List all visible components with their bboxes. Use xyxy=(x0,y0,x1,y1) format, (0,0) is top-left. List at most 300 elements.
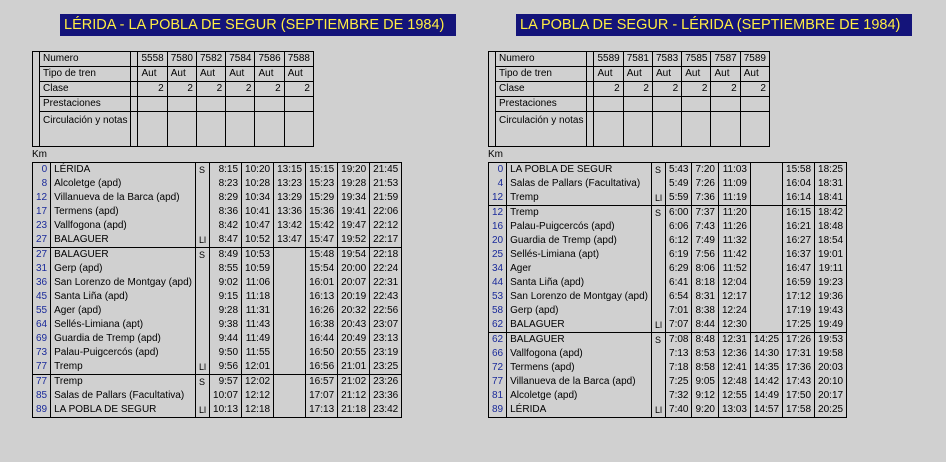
departure-time: 16:14 xyxy=(783,191,815,206)
departure-time: 13:42 xyxy=(274,219,306,233)
departure-time: 9:12 xyxy=(692,389,718,403)
departure-time: 17:19 xyxy=(783,304,815,318)
departure-time: 17:25 xyxy=(783,318,815,333)
tipo-label: Tipo de tren xyxy=(40,67,131,82)
departure-time: 21:53 xyxy=(370,177,402,191)
departure-time: 8:15 xyxy=(210,163,242,178)
station-name: Vallfogona (apd) xyxy=(51,219,196,233)
departure-time: 15:47 xyxy=(306,233,338,248)
train-class: 2 xyxy=(652,82,681,97)
arrival-departure-flag: Ll xyxy=(196,233,210,248)
departure-time xyxy=(750,248,782,262)
departure-time xyxy=(274,360,306,375)
departure-time: 12:24 xyxy=(718,304,750,318)
train-type: Aut xyxy=(740,67,769,82)
train-type: Aut xyxy=(711,67,740,82)
departure-time: 9:57 xyxy=(210,375,242,390)
departure-time xyxy=(750,276,782,290)
departure-time: 7:25 xyxy=(666,375,692,389)
km-value: 27 xyxy=(33,233,51,248)
departure-time: 16:15 xyxy=(783,206,815,221)
departure-time: 8:42 xyxy=(210,219,242,233)
train-class: 2 xyxy=(284,82,313,97)
departure-time: 20:32 xyxy=(338,304,370,318)
station-name: BALAGUER xyxy=(507,318,652,333)
table-row xyxy=(33,233,402,248)
departure-time: 19:41 xyxy=(338,205,370,219)
departure-time: 8:44 xyxy=(692,318,718,333)
station-name: Palau-Puigcercós (apd) xyxy=(507,220,652,234)
departure-time: 11:26 xyxy=(718,220,750,234)
departure-time: 18:41 xyxy=(815,191,847,206)
departure-time xyxy=(274,375,306,390)
station-name: BALAGUER xyxy=(507,333,652,348)
departure-time: 12:36 xyxy=(718,347,750,361)
train-header-table xyxy=(488,51,770,147)
station-name: Vallfogona (apd) xyxy=(507,347,652,361)
departure-time: 19:47 xyxy=(338,219,370,233)
station-name: Termens (apd) xyxy=(51,205,196,219)
table-row xyxy=(489,276,847,290)
departure-time: 14:25 xyxy=(750,333,782,348)
station-name: BALAGUER xyxy=(51,233,196,248)
departure-time xyxy=(750,262,782,276)
departure-time: 11:18 xyxy=(242,290,274,304)
departure-time: 9:20 xyxy=(692,403,718,418)
arrival-departure-flag: S xyxy=(652,163,666,178)
departure-time: 13:23 xyxy=(274,177,306,191)
departure-time: 21:18 xyxy=(338,403,370,418)
departure-time: 8:48 xyxy=(692,333,718,348)
arrival-departure-flag xyxy=(196,318,210,332)
departure-time xyxy=(274,318,306,332)
train-class: 2 xyxy=(682,82,711,97)
departure-time: 21:45 xyxy=(370,163,402,178)
departure-time: 12:04 xyxy=(718,276,750,290)
table-row xyxy=(33,375,402,390)
train-class: 2 xyxy=(740,82,769,97)
departure-time: 16:56 xyxy=(306,360,338,375)
departure-time: 8:49 xyxy=(210,248,242,263)
numero-label: Numero xyxy=(496,52,587,67)
km-value: 77 xyxy=(33,360,51,375)
train-class: 2 xyxy=(196,82,225,97)
table-row xyxy=(489,333,847,348)
table-row xyxy=(489,347,847,361)
station-name: Salas de Pallars (Facultativa) xyxy=(51,389,196,403)
departure-time: 22:31 xyxy=(370,276,402,290)
departure-time: 17:31 xyxy=(783,347,815,361)
km-value: 55 xyxy=(33,304,51,318)
departure-time: 19:54 xyxy=(338,248,370,263)
station-name: Gerp (apd) xyxy=(507,304,652,318)
departure-time: 10:53 xyxy=(242,248,274,263)
km-value: 17 xyxy=(33,205,51,219)
departure-time: 22:12 xyxy=(370,219,402,233)
train-type: Aut xyxy=(284,67,313,82)
departure-time xyxy=(750,318,782,333)
km-value: 62 xyxy=(489,333,507,348)
arrival-departure-flag xyxy=(196,346,210,360)
departure-time: 23:26 xyxy=(370,375,402,390)
departure-time: 6:54 xyxy=(666,290,692,304)
departure-time: 11:52 xyxy=(718,262,750,276)
km-value: 27 xyxy=(33,248,51,263)
arrival-departure-flag xyxy=(652,361,666,375)
station-name: Guardia de Tremp (apd) xyxy=(507,234,652,248)
departure-time: 14:35 xyxy=(750,361,782,375)
prestaciones-label: Prestaciones xyxy=(496,97,587,112)
departure-time: 22:17 xyxy=(370,233,402,248)
departure-time: 19:20 xyxy=(338,163,370,178)
station-name: San Lorenzo de Montgay (apd) xyxy=(507,290,652,304)
departure-time: 23:07 xyxy=(370,318,402,332)
km-value: 66 xyxy=(489,347,507,361)
departure-time: 7:26 xyxy=(692,177,718,191)
departure-time: 5:59 xyxy=(666,191,692,206)
departure-time xyxy=(274,332,306,346)
station-name: Tremp xyxy=(507,206,652,221)
table-row xyxy=(489,191,847,206)
km-value: 20 xyxy=(489,234,507,248)
clase-label: Clase xyxy=(40,82,131,97)
departure-time: 7:01 xyxy=(666,304,692,318)
departure-time: 16:50 xyxy=(306,346,338,360)
table-row xyxy=(33,346,402,360)
km-label: Km xyxy=(32,149,47,160)
departure-time: 12:18 xyxy=(242,403,274,418)
arrival-departure-flag: Ll xyxy=(652,403,666,418)
departure-time: 12:12 xyxy=(242,389,274,403)
train-type: Aut xyxy=(226,67,255,82)
departure-time: 15:29 xyxy=(306,191,338,205)
departure-time xyxy=(274,403,306,418)
km-value: 34 xyxy=(489,262,507,276)
departure-time: 11:09 xyxy=(718,177,750,191)
km-value: 73 xyxy=(33,346,51,360)
departure-time: 13:15 xyxy=(274,163,306,178)
departure-time xyxy=(750,290,782,304)
table-row xyxy=(489,177,847,191)
departure-time: 19:23 xyxy=(815,276,847,290)
departure-time xyxy=(274,346,306,360)
km-value: 58 xyxy=(489,304,507,318)
departure-time: 17:36 xyxy=(783,361,815,375)
departure-time xyxy=(750,191,782,206)
arrival-departure-flag: Ll xyxy=(652,318,666,333)
station-name: San Lorenzo de Montgay (apd) xyxy=(51,276,196,290)
train-type: Aut xyxy=(255,67,284,82)
departure-time: 20:00 xyxy=(338,262,370,276)
station-name: Sellés-Limiana (apt) xyxy=(507,248,652,262)
departure-time: 7:20 xyxy=(692,163,718,178)
departure-time: 20:10 xyxy=(815,375,847,389)
departure-time xyxy=(274,304,306,318)
departure-time xyxy=(274,290,306,304)
departure-time: 17:12 xyxy=(783,290,815,304)
departure-time: 19:11 xyxy=(815,262,847,276)
departure-time: 17:26 xyxy=(783,333,815,348)
departure-time: 14:30 xyxy=(750,347,782,361)
km-value: 25 xyxy=(489,248,507,262)
departure-time: 19:43 xyxy=(815,304,847,318)
arrival-departure-flag xyxy=(196,191,210,205)
departure-time: 6:41 xyxy=(666,276,692,290)
departure-time: 11:20 xyxy=(718,206,750,221)
train-number: 7588 xyxy=(284,52,313,67)
table-row xyxy=(489,361,847,375)
arrival-departure-flag xyxy=(652,234,666,248)
table-row xyxy=(489,318,847,333)
departure-time: 19:49 xyxy=(815,318,847,333)
km-value: 4 xyxy=(489,177,507,191)
departure-time: 20:03 xyxy=(815,361,847,375)
train-header-table xyxy=(32,51,314,147)
table-row xyxy=(489,403,847,418)
departure-time: 20:19 xyxy=(338,290,370,304)
departure-time: 9:28 xyxy=(210,304,242,318)
arrival-departure-flag: S xyxy=(652,333,666,348)
schedule-table xyxy=(488,162,847,418)
departure-time: 18:48 xyxy=(815,220,847,234)
km-value: 53 xyxy=(489,290,507,304)
departure-time: 19:34 xyxy=(338,191,370,205)
table-row xyxy=(489,375,847,389)
station-name: Tremp xyxy=(51,375,196,390)
departure-time: 22:18 xyxy=(370,248,402,263)
departure-time: 6:19 xyxy=(666,248,692,262)
table-row xyxy=(33,205,402,219)
departure-time: 8:29 xyxy=(210,191,242,205)
departure-time: 22:56 xyxy=(370,304,402,318)
departure-time: 21:01 xyxy=(338,360,370,375)
station-name: LA POBLA DE SEGUR xyxy=(51,403,196,418)
departure-time: 7:13 xyxy=(666,347,692,361)
train-number: 5589 xyxy=(594,52,623,67)
departure-time: 12:48 xyxy=(718,375,750,389)
departure-time: 16:26 xyxy=(306,304,338,318)
departure-time: 21:02 xyxy=(338,375,370,390)
departure-time xyxy=(274,248,306,263)
table-row xyxy=(489,248,847,262)
station-name: Termens (apd) xyxy=(507,361,652,375)
departure-time: 19:36 xyxy=(815,290,847,304)
departure-time: 9:05 xyxy=(692,375,718,389)
departure-time: 10:28 xyxy=(242,177,274,191)
table-row xyxy=(33,360,402,375)
train-class: 2 xyxy=(594,82,623,97)
km-value: 62 xyxy=(489,318,507,333)
table-row xyxy=(489,206,847,221)
train-number: 5558 xyxy=(138,52,167,67)
km-value: 23 xyxy=(33,219,51,233)
departure-time: 15:58 xyxy=(783,163,815,178)
km-value: 12 xyxy=(489,191,507,206)
station-name: Tremp xyxy=(507,191,652,206)
departure-time: 7:36 xyxy=(692,191,718,206)
arrival-departure-flag: Ll xyxy=(196,403,210,418)
circulacion-label: Circulación y notas xyxy=(40,112,131,147)
arrival-departure-flag xyxy=(196,219,210,233)
departure-time: 12:17 xyxy=(718,290,750,304)
departure-time: 18:42 xyxy=(815,206,847,221)
departure-time: 18:25 xyxy=(815,163,847,178)
departure-time: 14:49 xyxy=(750,389,782,403)
arrival-departure-flag: S xyxy=(196,163,210,178)
departure-time: 7:07 xyxy=(666,318,692,333)
table-row xyxy=(489,262,847,276)
departure-time: 8:38 xyxy=(692,304,718,318)
arrival-departure-flag xyxy=(652,347,666,361)
departure-time: 17:58 xyxy=(783,403,815,418)
prestaciones-label: Prestaciones xyxy=(40,97,131,112)
station-name: Gerp (apd) xyxy=(51,262,196,276)
station-name: LA POBLA DE SEGUR xyxy=(507,163,652,178)
table-row xyxy=(489,290,847,304)
departure-time: 9:50 xyxy=(210,346,242,360)
departure-time: 17:13 xyxy=(306,403,338,418)
departure-time: 11:03 xyxy=(718,163,750,178)
departure-time: 12:31 xyxy=(718,333,750,348)
train-number: 7582 xyxy=(196,52,225,67)
station-name: Ager (apd) xyxy=(51,304,196,318)
station-name: Guardia de Tremp (apd) xyxy=(51,332,196,346)
train-class: 2 xyxy=(711,82,740,97)
arrival-departure-flag xyxy=(652,389,666,403)
departure-time: 10:07 xyxy=(210,389,242,403)
station-name: Salas de Pallars (Facultativa) xyxy=(507,177,652,191)
arrival-departure-flag xyxy=(196,205,210,219)
table-row xyxy=(33,332,402,346)
departure-time: 11:06 xyxy=(242,276,274,290)
station-name: LÉRIDA xyxy=(507,403,652,418)
arrival-departure-flag xyxy=(196,389,210,403)
table-row xyxy=(33,318,402,332)
departure-time: 10:20 xyxy=(242,163,274,178)
departure-time: 17:07 xyxy=(306,389,338,403)
departure-time: 16:37 xyxy=(783,248,815,262)
train-type: Aut xyxy=(594,67,623,82)
departure-time: 19:58 xyxy=(815,347,847,361)
km-value: 85 xyxy=(33,389,51,403)
arrival-departure-flag xyxy=(652,248,666,262)
departure-time: 17:43 xyxy=(783,375,815,389)
departure-time: 15:54 xyxy=(306,262,338,276)
train-class: 2 xyxy=(255,82,284,97)
departure-time: 18:31 xyxy=(815,177,847,191)
departure-time: 19:52 xyxy=(338,233,370,248)
departure-time: 23:19 xyxy=(370,346,402,360)
train-type: Aut xyxy=(623,67,652,82)
departure-time: 16:27 xyxy=(783,234,815,248)
km-value: 0 xyxy=(489,163,507,178)
train-number: 7587 xyxy=(711,52,740,67)
departure-time: 7:18 xyxy=(666,361,692,375)
departure-time: 23:13 xyxy=(370,332,402,346)
departure-time: 6:00 xyxy=(666,206,692,221)
km-value: 44 xyxy=(489,276,507,290)
departure-time xyxy=(274,262,306,276)
arrival-departure-flag xyxy=(652,276,666,290)
arrival-departure-flag xyxy=(652,290,666,304)
table-row xyxy=(33,248,402,263)
station-name: LÉRIDA xyxy=(51,163,196,178)
departure-time: 11:49 xyxy=(242,332,274,346)
station-name: Santa Liña (apd) xyxy=(507,276,652,290)
departure-time: 20:07 xyxy=(338,276,370,290)
departure-time: 8:06 xyxy=(692,262,718,276)
departure-time: 7:37 xyxy=(692,206,718,221)
departure-time: 7:08 xyxy=(666,333,692,348)
train-class: 2 xyxy=(167,82,196,97)
departure-time: 15:36 xyxy=(306,205,338,219)
departure-time: 16:59 xyxy=(783,276,815,290)
arrival-departure-flag: S xyxy=(652,206,666,221)
departure-time: 19:53 xyxy=(815,333,847,348)
departure-time: 12:41 xyxy=(718,361,750,375)
arrival-departure-flag: S xyxy=(196,375,210,390)
arrival-departure-flag xyxy=(196,177,210,191)
table-row xyxy=(33,290,402,304)
departure-time: 20:43 xyxy=(338,318,370,332)
table-row xyxy=(33,163,402,178)
departure-time: 21:59 xyxy=(370,191,402,205)
timetable-title: LA POBLA DE SEGUR - LÉRIDA (SEPTIEMBRE DE 1984) xyxy=(516,14,912,36)
station-name: Alcoletge (apd) xyxy=(507,389,652,403)
clase-label: Clase xyxy=(496,82,587,97)
departure-time: 10:59 xyxy=(242,262,274,276)
departure-time: 16:21 xyxy=(783,220,815,234)
schedule-table xyxy=(32,162,402,418)
km-value: 77 xyxy=(489,375,507,389)
departure-time: 6:29 xyxy=(666,262,692,276)
table-row xyxy=(33,304,402,318)
departure-time xyxy=(274,276,306,290)
departure-time: 13:47 xyxy=(274,233,306,248)
arrival-departure-flag xyxy=(196,332,210,346)
departure-time: 16:04 xyxy=(783,177,815,191)
departure-time: 13:29 xyxy=(274,191,306,205)
table-row xyxy=(33,262,402,276)
departure-time: 9:15 xyxy=(210,290,242,304)
table-row xyxy=(489,220,847,234)
train-number: 7583 xyxy=(652,52,681,67)
departure-time: 18:54 xyxy=(815,234,847,248)
departure-time: 8:55 xyxy=(210,262,242,276)
station-name: BALAGUER xyxy=(51,248,196,263)
departure-time: 20:55 xyxy=(338,346,370,360)
arrival-departure-flag xyxy=(652,262,666,276)
km-value: 81 xyxy=(489,389,507,403)
circulacion-label: Circulación y notas xyxy=(496,112,587,147)
arrival-departure-flag: Ll xyxy=(652,191,666,206)
km-value: 36 xyxy=(33,276,51,290)
departure-time: 9:44 xyxy=(210,332,242,346)
departure-time: 10:52 xyxy=(242,233,274,248)
departure-time: 17:50 xyxy=(783,389,815,403)
train-type: Aut xyxy=(138,67,167,82)
departure-time: 16:13 xyxy=(306,290,338,304)
departure-time: 13:03 xyxy=(718,403,750,418)
station-name: Alcoletge (apd) xyxy=(51,177,196,191)
departure-time: 12:02 xyxy=(242,375,274,390)
departure-time: 11:31 xyxy=(242,304,274,318)
departure-time: 14:57 xyxy=(750,403,782,418)
departure-time xyxy=(750,220,782,234)
departure-time: 23:25 xyxy=(370,360,402,375)
table-row xyxy=(33,177,402,191)
station-name: Ager xyxy=(507,262,652,276)
